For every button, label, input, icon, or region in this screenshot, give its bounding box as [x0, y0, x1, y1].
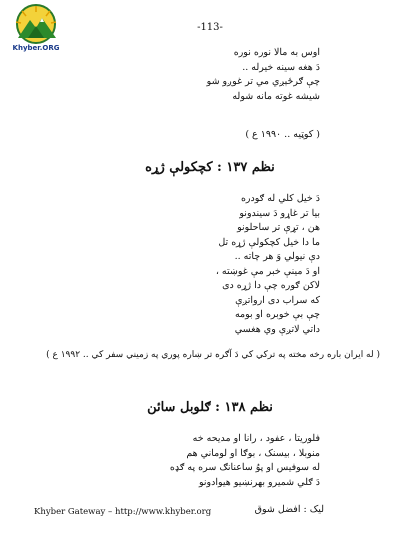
poem-line: فلوريتا ، عفود ، رانا او مديحه خه — [192, 433, 320, 444]
poem-line: شيشه غوته مانه شوله — [232, 90, 320, 102]
poem-line: او دَ مينې خبر مې غوښته ، — [215, 265, 320, 277]
poem-line: بيا تر غاړو دَ سيندونو — [239, 207, 320, 219]
footer-author: ليک : افضل شوق — [254, 504, 324, 515]
logo-text: Khyber.ORG — [12, 44, 60, 52]
footer-site-link[interactable]: Khyber Gateway – http://www.khyber.org — [34, 507, 212, 517]
poem-137-title: نظم ۱۳۷ : کچکولې ژړه — [145, 160, 275, 175]
poem-line: ما دا خيل کچکولې ژړه تل — [218, 236, 320, 248]
poem-line: چې ګرځېږي مي تر غوږو شو — [206, 76, 320, 87]
poem-137 — [60, 192, 320, 337]
poem-line: داتي لاتږې وي هغسي — [234, 323, 320, 335]
poem-line: دې نيولي وَ هر چاته .. — [234, 251, 320, 262]
poem-138 — [60, 432, 320, 490]
poem-line: اوس به مالا نوره نوره — [233, 47, 320, 58]
poem-line: هن ، تړې تر ساحلونو — [237, 222, 320, 233]
khyber-logo — [4, 4, 68, 62]
poem-line: دَ هغه سينه خيرله .. — [242, 61, 320, 73]
poem-date: ( کوټيه .. ۱۹۹۰ ع ) — [245, 129, 320, 140]
poem-line: چې بې خوبره او بومه — [234, 309, 320, 320]
poem-line: دَ خيل کلي له ګودره — [240, 193, 320, 204]
poem-line: دَ ګلي شميرو بهرنښيو هيوادونو — [199, 476, 320, 488]
poem-line: منوبلا ، بيسنک ، بوګا او لوماني هم — [186, 447, 320, 459]
page-number: -113- — [197, 22, 223, 33]
poem-line: له سوفيس او پوُ ساعنانګ سره په ګډه — [169, 462, 320, 473]
poem-top — [60, 46, 320, 104]
poem-138-title: نظم ۱۳۸ : ګلوبل سائن — [147, 400, 273, 415]
poem-line: که سراب دی ارواتږې — [235, 294, 320, 306]
poem-line: لاکن ګوره چې دا ژړه دی — [222, 280, 320, 291]
poem-137-note: ( له ايران باره رخه مخته په ترکي کي دَ آګره تر ښاره پوري په زميني سفر کي .. ۱۹۹۲ ع ) — [46, 350, 380, 360]
